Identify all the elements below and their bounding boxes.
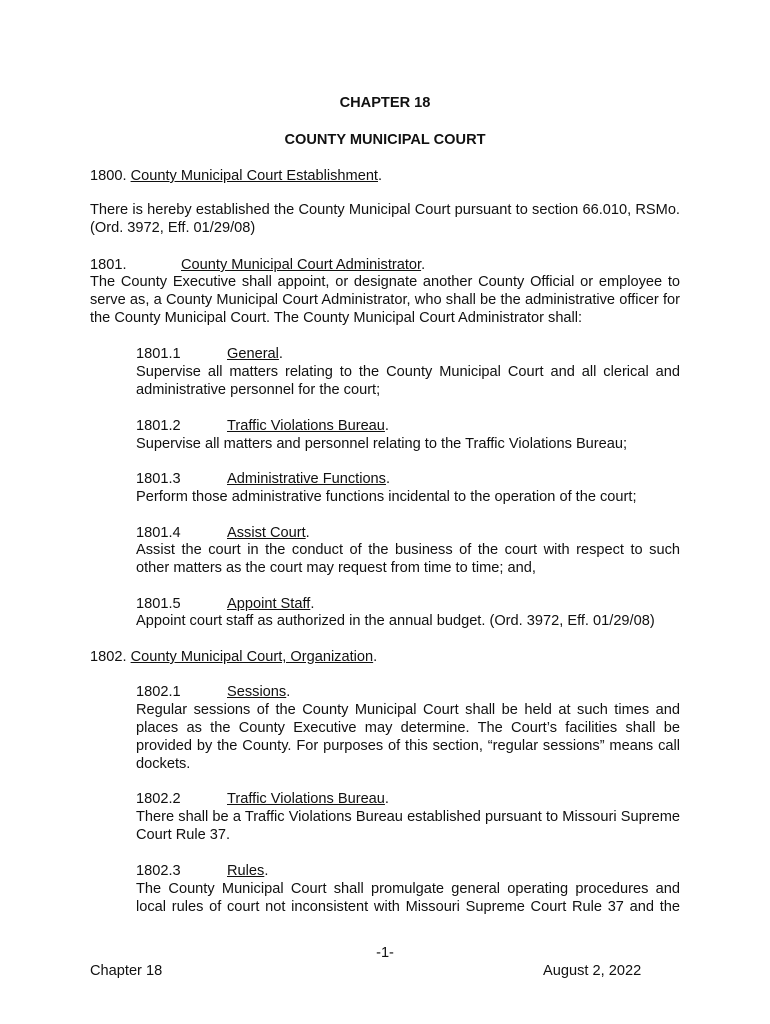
period: . (385, 471, 391, 487)
period: . (310, 596, 315, 612)
period: . (286, 684, 291, 700)
subsection-title: Traffic Violations Bureau (227, 791, 385, 807)
subsection-title: Sessions (227, 684, 287, 700)
period: . (264, 863, 269, 879)
section-1800-title: County Municipal Court Establishment (130, 168, 378, 184)
subsection-1801-1-heading (136, 345, 680, 363)
subsection-1802-1-heading (136, 683, 680, 701)
section-1801-number: 1801. (90, 257, 127, 273)
subsection-1801-5-body: Appoint court staff as authorized in the annual budget. (Ord. 3972, Eff. 01/29/08) (136, 613, 655, 629)
footer-chapter: Chapter 18 (90, 963, 163, 979)
section-1800-period: . (378, 168, 383, 184)
subsection-1801-3-heading (136, 470, 680, 488)
subsection-number: 1801.2 (136, 418, 181, 434)
subsection-1801-4-body: Assist the court in the conduct of the business of the court with respect to such other matters as the court may request from time to time; and, (136, 542, 680, 576)
subsection-title: General (227, 346, 279, 362)
subsection-1802-1-body: Regular sessions of the County Municipal Court shall be held at such times and places as the County Executive may determine. The Court’s facilities shall be provided by the County. For purposes of this section, “regular sessions” means call dockets. (136, 702, 680, 772)
subsection-1801-2-heading (136, 417, 680, 435)
section-1800-body: There is hereby established the County Municipal Court pursuant to section 66.010, RSMo.(Ord. 3972, Eff. 01/29/08) (90, 202, 680, 236)
section-1802-heading (90, 648, 680, 666)
subsection-title: Administrative Functions (227, 471, 386, 487)
section-1801-heading (90, 256, 680, 274)
period: . (278, 346, 283, 362)
section-1801-title: County Municipal Court Administrator (181, 257, 422, 273)
subsection-1802-2-heading (136, 790, 680, 808)
subsection-1801-4-heading (136, 524, 680, 542)
subsection-1801-2-body: Supervise all matters and personnel relating to the Traffic Violations Bureau; (136, 436, 628, 452)
subsection-title: Traffic Violations Bureau (227, 418, 385, 434)
section-1800-number: 1800. (90, 168, 127, 184)
section-1802-period: . (373, 649, 378, 665)
chapter-subtitle: COUNTY MUNICIPAL COURT (284, 132, 486, 148)
subsection-number: 1802.1 (136, 684, 181, 700)
page-number: -1- (376, 945, 394, 961)
footer-date: August 2, 2022 (543, 963, 642, 979)
subsection-1802-3-heading (136, 862, 680, 880)
subsection-1801-5-heading (136, 595, 680, 613)
section-1801-body: The County Executive shall appoint, or designate another County Official or employee to serve as, a County Municipal Court Administrator, who shall be the administrative officer for the County Municipal Court. The County Municipal Court Administrator shall: (90, 274, 680, 326)
subsection-number: 1801.3 (136, 471, 181, 487)
subsection-number: 1801.5 (136, 596, 181, 612)
subsection-1802-3-body: The County Municipal Court shall promulgate general operating procedures and local rules of court not inconsistent with Missouri Supreme Court Rule 37 and the (136, 881, 680, 915)
subsection-title: Assist Court (227, 525, 306, 541)
subsection-title: Appoint Staff (227, 596, 311, 612)
section-1801-period: . (421, 257, 426, 273)
period: . (384, 418, 389, 434)
subsection-1801-3-body: Perform those administrative functions incidental to the operation of the court; (136, 489, 637, 505)
period: . (384, 791, 389, 807)
subsection-1801-1-body: Supervise all matters relating to the County Municipal Court and all clerical and administrative personnel for the court; (136, 364, 680, 398)
subsection-number: 1802.3 (136, 863, 181, 879)
subsection-number: 1801.1 (136, 346, 181, 362)
chapter-title: CHAPTER 18 (339, 95, 431, 111)
subsection-number: 1801.4 (136, 525, 181, 541)
subsection-1802-2-body: There shall be a Traffic Violations Bureau established pursuant to Missouri Supreme Court Rule 37. (136, 809, 680, 843)
period: . (305, 525, 310, 541)
section-1802-title: County Municipal Court, Organization (130, 649, 374, 665)
section-1802-number: 1802. (90, 649, 127, 665)
subsection-title: Rules (227, 863, 265, 879)
section-1800-heading (90, 167, 680, 185)
subsection-number: 1802.2 (136, 791, 181, 807)
